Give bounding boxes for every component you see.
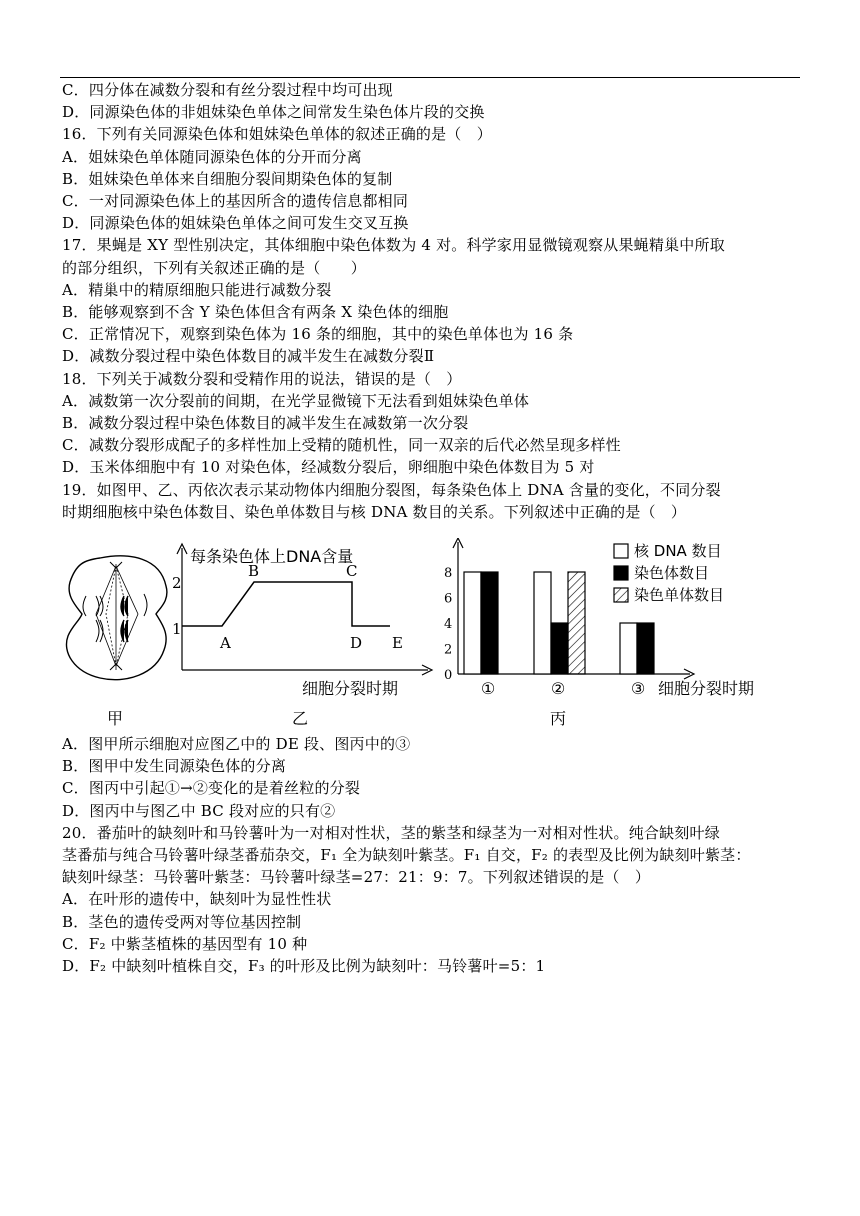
bing-bar — [568, 572, 585, 674]
text-line: 18．下列关于减数分裂和受精作用的说法，错误的是（ ） — [62, 369, 462, 388]
text-line: A．姐妹染色单体随同源染色体的分开而分离 — [62, 147, 362, 166]
text-line: 20．番茄叶的缺刻叶和马铃薯叶为一对相对性状，茎的紫茎和绿茎为一对相对性状。纯合缺刻叶绿 — [62, 823, 720, 842]
label-bing: 丙 — [549, 709, 567, 728]
yi-point-label: A — [220, 634, 231, 652]
text-line: D．玉米体细胞中有 10 对染色体，经减数分裂后，卵细胞中染色体数目为 5 对 — [62, 458, 595, 477]
text-line: C．正常情况下，观察到染色体为 16 条的细胞，其中的染色单体也为 16 条 — [62, 325, 574, 344]
text-line: 的部分组织，下列有关叙述正确的是（ ） — [62, 258, 367, 277]
text-line: B．姐妹染色单体来自细胞分裂间期染色体的复制 — [62, 169, 393, 188]
text-line: B．减数分裂过程中染色体数目的减半发生在减数第一次分裂 — [62, 414, 469, 432]
bing-category-label: ② — [550, 679, 566, 698]
bing-ytick: 6 — [444, 591, 453, 607]
text-line: A．图甲所示细胞对应图乙中的 DE 段、图丙中的③ — [62, 735, 411, 753]
yi-point-label: D — [350, 634, 363, 652]
text-line: C．F₂ 中紫茎植株的基因型有 10 种 — [62, 934, 308, 953]
yi-point-label: C — [346, 562, 358, 580]
bing-bar — [551, 623, 568, 674]
legend-swatch — [614, 544, 628, 558]
bing-bar — [637, 623, 654, 674]
header-rule — [60, 77, 800, 78]
text-line: C．一对同源染色体上的基因所含的遗传信息都相同 — [62, 192, 409, 210]
text-line: B．茎色的遗传受两对等位基因控制 — [62, 912, 302, 931]
bing-category-label: ① — [480, 679, 496, 698]
bing-ytick: 0 — [444, 668, 453, 683]
label-yi: 乙 — [291, 709, 309, 728]
text-line: 茎番茄与纯合马铃薯叶绿茎番茄杂交，F₁ 全为缺刻叶紫茎。F₁ 自交，F₂ 的表型及比例为缺刻叶紫茎： — [62, 846, 751, 864]
label-jia: 甲 — [106, 709, 124, 728]
text-line: D．同源染色体的姐妹染色单体之间可发生交叉互换 — [62, 214, 409, 233]
yi-series-line — [182, 582, 390, 626]
text-line: 17．果蝇是 XY 型性别决定，其体细胞中染色体数为 4 对。科学家用显微镜观察从果蝇精巢中所取 — [62, 236, 725, 255]
text-line: 缺刻叶绿茎：马铃薯叶紫茎：马铃薯叶绿茎=27：21：9：7。下列叙述错误的是（ ） — [62, 868, 651, 887]
bing-ytick: 4 — [444, 617, 453, 632]
chart-bing — [444, 538, 754, 728]
legend-label: 染色体数目 — [634, 564, 710, 582]
yi-xlabel: 细胞分裂时期 — [302, 679, 399, 698]
text-line: C．减数分裂形成配子的多样性加上受精的随机性，同一双亲的后代必然呈现多样性 — [62, 436, 621, 455]
yi-point-label: E — [392, 634, 403, 652]
legend-label: 染色单体数目 — [634, 586, 725, 604]
figure-19 — [60, 538, 800, 728]
text-line: D．F₂ 中缺刻叶植株自交，F₃ 的叶形及比例为缺刻叶：马铃薯叶=5：1 — [62, 957, 546, 975]
text-line: C．图丙中引起①→②变化的是着丝粒的分裂 — [62, 779, 361, 798]
cell-diagram-jia — [66, 556, 166, 680]
text-line: 16．下列有关同源染色体和姐妹染色单体的叙述正确的是（ ） — [62, 125, 492, 144]
text-line: A．在叶形的遗传中，缺刻叶为显性性状 — [62, 890, 332, 909]
bing-bar — [620, 623, 637, 674]
bing-ytick: 8 — [444, 566, 453, 581]
yi-ytick-1: 1 — [172, 620, 182, 638]
bing-bar — [481, 572, 498, 674]
text-line: 19．如图甲、乙、丙依次表示某动物体内细胞分裂图，每条染色体上 DNA 含量的变化，不同分裂 — [62, 480, 721, 499]
text-line: C．四分体在减数分裂和有丝分裂过程中均可出现 — [62, 81, 393, 99]
legend-swatch — [614, 588, 628, 602]
bing-xlabel: 细胞分裂时期 — [658, 679, 755, 698]
text-line: A．减数第一次分裂前的间期，在光学显微镜下无法看到姐妹染色单体 — [62, 391, 530, 410]
yi-ylabel: 每条染色体上DNA含量 — [190, 547, 354, 566]
bing-bar — [534, 572, 551, 674]
text-line: D．图丙中与图乙中 BC 段对应的只有② — [62, 801, 336, 820]
yi-point-label: B — [248, 562, 260, 580]
bing-ytick: 2 — [444, 642, 453, 658]
legend-swatch — [614, 566, 628, 580]
legend-label: 核 DNA 数目 — [634, 542, 722, 560]
figure-svg — [60, 538, 800, 728]
text-line: 时期细胞核中染色体数目、染色单体数目与核 DNA 数目的关系。下列叙述中正确的是（ ） — [62, 502, 687, 521]
bing-bar — [464, 572, 481, 674]
text-line: B．能够观察到不含 Y 染色体但含有两条 X 染色体的细胞 — [62, 303, 449, 321]
text-line: B．图甲中发生同源染色体的分离 — [62, 757, 287, 776]
text-line: D．减数分裂过程中染色体数目的减半发生在减数分裂Ⅱ — [62, 347, 435, 366]
text-line: A．精巢中的精原细胞只能进行减数分裂 — [62, 280, 332, 299]
yi-ytick-2: 2 — [172, 574, 182, 592]
bing-category-label: ③ — [630, 679, 646, 698]
text-line: D．同源染色体的非姐妹染色单体之间常发生染色体片段的交换 — [62, 103, 485, 122]
chart-yi — [172, 544, 432, 728]
